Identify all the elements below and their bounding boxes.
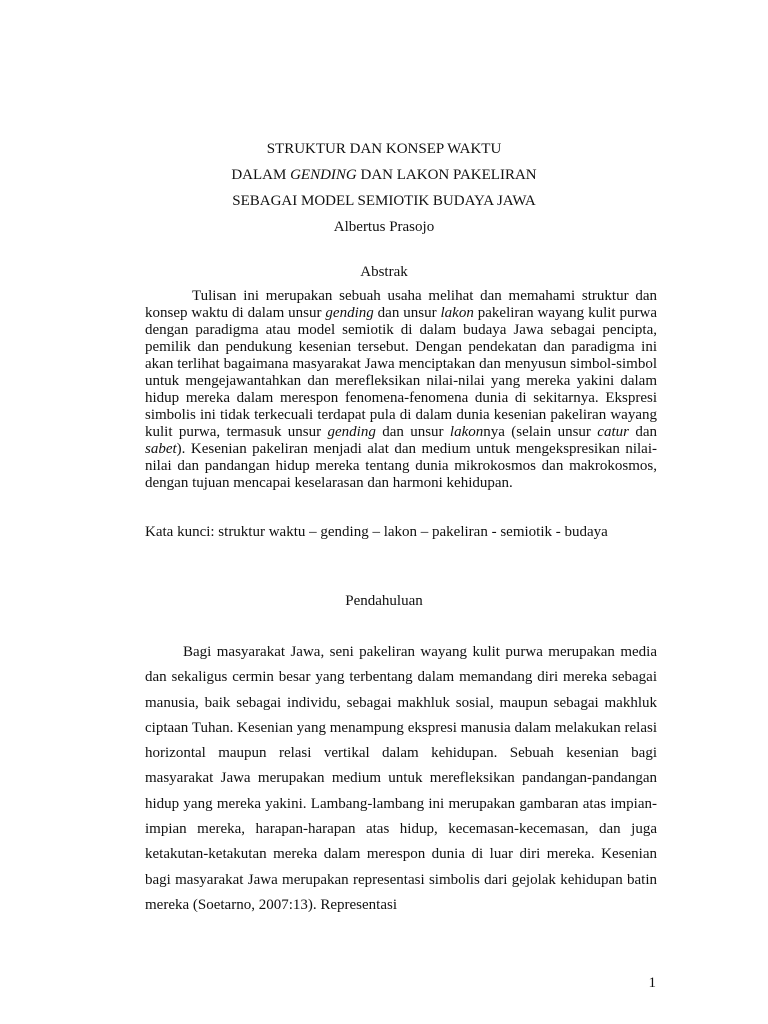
abstract-italic-gending-2: gending bbox=[327, 424, 376, 440]
abstract-italic-gending: gending bbox=[325, 305, 374, 321]
abstract-italic-lakon: lakon bbox=[440, 305, 474, 321]
abstract-text-5: nya (selain unsur bbox=[483, 424, 598, 440]
page-number: 1 bbox=[648, 975, 656, 991]
abstract-italic-sabet: sabet bbox=[145, 441, 177, 457]
keywords: Kata kunci: struktur waktu – gending – lakon – pakeliran - semiotik - budaya bbox=[145, 524, 608, 540]
title-line-3: SEBAGAI MODEL SEMIOTIK BUDAYA JAWA bbox=[232, 193, 536, 209]
author: Albertus Prasojo bbox=[333, 219, 435, 235]
body-text: Bagi masyarakat Jawa, seni pakeliran wayang kulit purwa merupakan media dan sekaligus cermin besar yang terbentang dalam memandang diri mereka sebagai manusia, baik sebagai individu, sebagai makhluk sosial, maupun sebagai makhluk ciptaan Tuhan. Kesenian yang menampung ekspresi manusia dalam melakukan relasi horizontal maupun relasi vertikal dalam kehidupan. Sebuah kesenian bagi masyarakat Jawa merupakan medium untuk merefleksikan pandangan-pandangan hidup yang mereka yakini. Lambang-lambang ini merupakan gambaran atas impian-impian mereka, harapan-harapan atas hidup, kecemasan-kecemasan, dan juga ketakutan-ketakutan mereka dalam merespon dunia di luar diri mereka. Kesenian bagi masyarakat Jawa merupakan representasi simbolis dari gejolak kehidupan batin mereka (Soetarno, 2007:13). Representasi bbox=[145, 644, 657, 913]
title-line-1: STRUKTUR DAN KONSEP WAKTU bbox=[266, 141, 502, 157]
abstract-text-6: dan bbox=[628, 424, 657, 440]
abstract-text-4: dan unsur bbox=[375, 424, 450, 440]
abstract-text-7: ). Kesenian pakeliran menjadi alat dan medium untuk mengekspresikan nilai-nilai dan pandangan hidup mereka tentang dunia mikrokosmos dan makrokosmos, dengan tujuan mencapai keselarasan dan harmoni kehidupan. bbox=[145, 441, 657, 491]
abstract-italic-lakon-2: lakon bbox=[449, 424, 484, 440]
title-line-2 bbox=[0, 162, 768, 188]
title-line-2-prefix: DALAM bbox=[231, 167, 291, 183]
abstract-heading: Abstrak bbox=[360, 264, 408, 280]
abstract-paragraph bbox=[145, 288, 657, 492]
abstract-text-3: pakeliran wayang kulit purwa dengan paradigma atau model semiotik di dalam budaya Jawa sebagai pencipta, pemilik dan pendukung kesenian tersebut. Dengan pendekatan dan paradigma ini akan terlihat bagaimana masyarakat Jawa menciptakan dan menyusun simbol-simbol untuk mengejawantahkan dan merefleksikan nilai-nilai yang mereka yakini dalam hidup mereka dalam merespon fenomena-fenomena dunia di sekitarnya. Ekspresi simbolis ini tidak terkecuali terdapat pula di dalam dunia kesenian pakeliran wayang kulit purwa, termasuk unsur bbox=[145, 305, 657, 440]
title-line-2-suffix: DAN LAKON PAKELIRAN bbox=[356, 167, 537, 183]
title-block bbox=[0, 136, 768, 240]
abstract-text-2: dan unsur bbox=[373, 305, 441, 321]
body-paragraph bbox=[145, 640, 657, 918]
abstract-italic-catur: catur bbox=[597, 424, 629, 440]
title-line-2-italic: GENDING bbox=[290, 167, 357, 183]
section-heading: Pendahuluan bbox=[345, 593, 423, 609]
abstract-text-1: Tulisan ini merupakan sebuah usaha melihat dan memahami struktur dan konsep waktu di dalam unsur bbox=[145, 288, 657, 321]
